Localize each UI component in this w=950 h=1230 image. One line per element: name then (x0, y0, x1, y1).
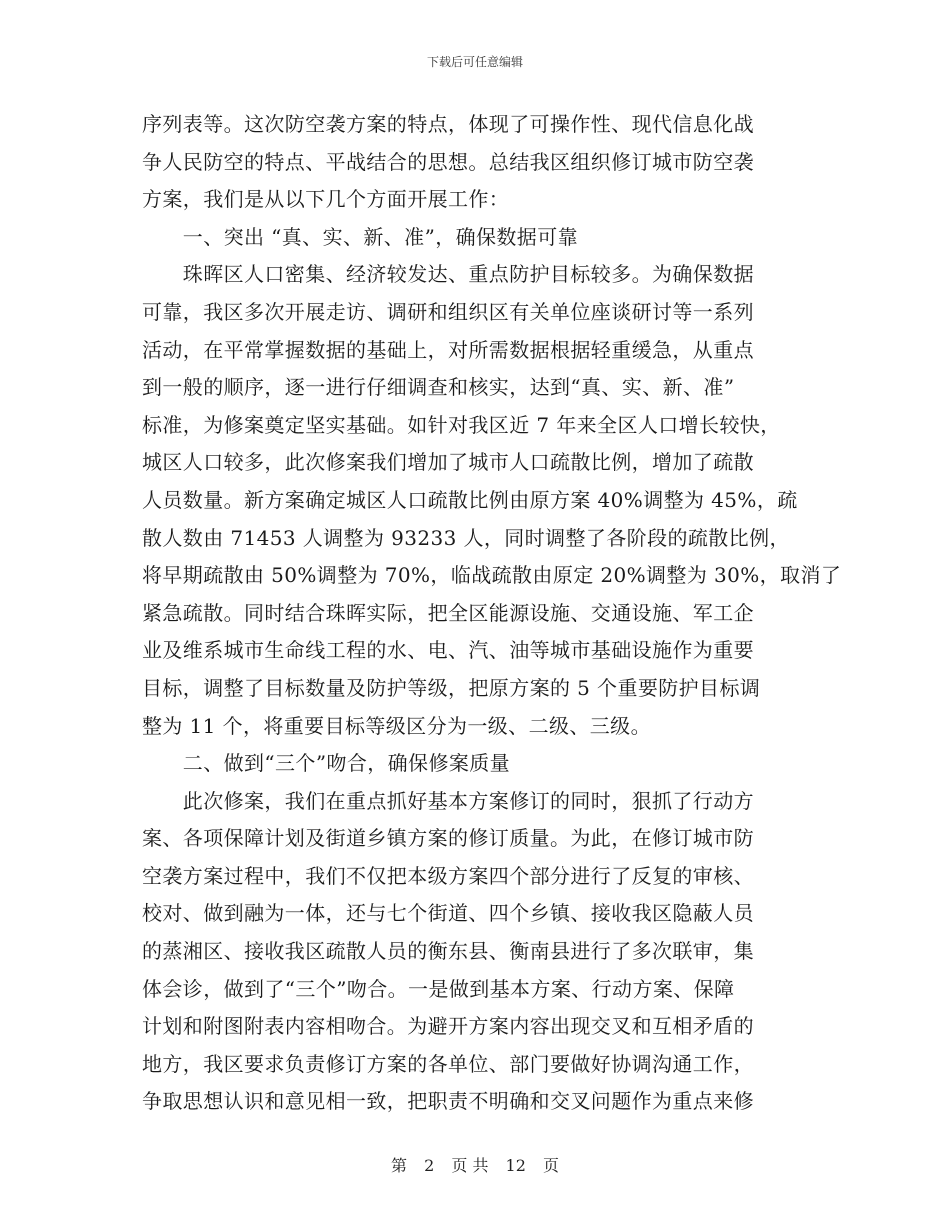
text-line: 标准，为修案奠定坚实基础。如针对我区近 7 年来全区人口增长较快， (142, 412, 781, 437)
text-line: 业及维系城市生命线工程的水、电、汽、油等城市基础设施作为重要 (142, 638, 754, 663)
text-line: 序列表等。这次防空袭方案的特点，体现了可操作性、现代信息化战 (142, 112, 754, 136)
footer-total-pages: 12 (505, 1156, 526, 1175)
text-line: 到一般的顺序，逐一进行仔细调查和核实，达到“真、实、新、准” (142, 375, 735, 400)
footer-suffix: 页 (543, 1156, 560, 1175)
text-line: 整为 11 个，将重要目标等级区分为一级、二级、三级。 (142, 713, 651, 738)
text-line: 争取思想认识和意见相一致，把职责不明确和交叉问题作为重点来修 (142, 1089, 754, 1114)
text-line: 紧急疏散。同时结合珠晖实际，把全区能源设施、交通设施、军工企 (142, 600, 754, 625)
text-line: 计划和附图附表内容相吻合。为避开方案内容出现交叉和互相矛盾的 (142, 1014, 754, 1039)
text-line: 校对、做到融为一体，还与七个街道、四个乡镇、接收我区隐蔽人员 (142, 901, 754, 926)
text-line: 可靠，我区多次开展走访、调研和组织区有关单位座谈研讨等一系列 (142, 299, 754, 324)
text-line: 体会诊，做到了“三个”吻合。一是做到基本方案、行动方案、保障 (142, 976, 735, 1001)
text-line: 将早期疏散由 50%调整为 70%，临战疏散由原定 20%调整为 30%，取消了 (142, 563, 842, 588)
text-line: 活动，在平常掌握数据的基础上，对所需数据根据轻重缓急，从重点 (142, 337, 754, 362)
text-line: 方案，我们是从以下几个方面开展工作： (142, 187, 510, 212)
text-line: 的蒸湘区、接收我区疏散人员的衡东县、衡南县进行了多次联审，集 (142, 939, 754, 964)
text-line: 空袭方案过程中，我们不仅把本级方案四个部分进行了反复的审核、 (142, 863, 754, 888)
section-heading: 二、做到“三个”吻合，确保修案质量 (142, 751, 511, 776)
text-line: 目标，调整了目标数量及防护等级，把原方案的 5 个重要防护目标调 (142, 675, 761, 700)
footer-prefix: 第 (390, 1156, 407, 1175)
section-heading: 一、突出 “真、实、新、准”，确保数据可靠 (142, 224, 579, 249)
document-body (142, 106, 842, 1121)
text-line: 散人数由 71453 人调整为 93233 人，同时调整了各阶段的疏散比例， (142, 525, 790, 550)
page-footer (0, 1155, 950, 1177)
text-line: 争人民防空的特点、平战结合的思想。总结我区组织修订城市防空袭 (142, 149, 754, 174)
text-line: 地方，我区要求负责修订方案的各单位、部门要做好协调沟通工作， (142, 1051, 754, 1076)
text-line: 珠晖区人口密集、经济较发达、重点防护目标较多。为确保数据 (142, 262, 754, 287)
footer-current-page: 2 (424, 1156, 435, 1175)
text-line: 此次修案，我们在重点抓好基本方案修订的同时，狠抓了行动方 (142, 788, 754, 813)
text-line: 城区人口较多，此次修案我们增加了城市人口疏散比例，增加了疏散 (142, 450, 754, 475)
text-line: 人员数量。新方案确定城区人口疏散比例由原方案 40%调整为 45%，疏 (142, 487, 798, 512)
page-header (0, 54, 950, 70)
text-line: 案、各项保障计划及街道乡镇方案的修订质量。为此，在修订城市防 (142, 826, 754, 851)
footer-middle: 页 共 (451, 1156, 489, 1175)
header-note: 下载后可任意编辑 (426, 55, 523, 69)
